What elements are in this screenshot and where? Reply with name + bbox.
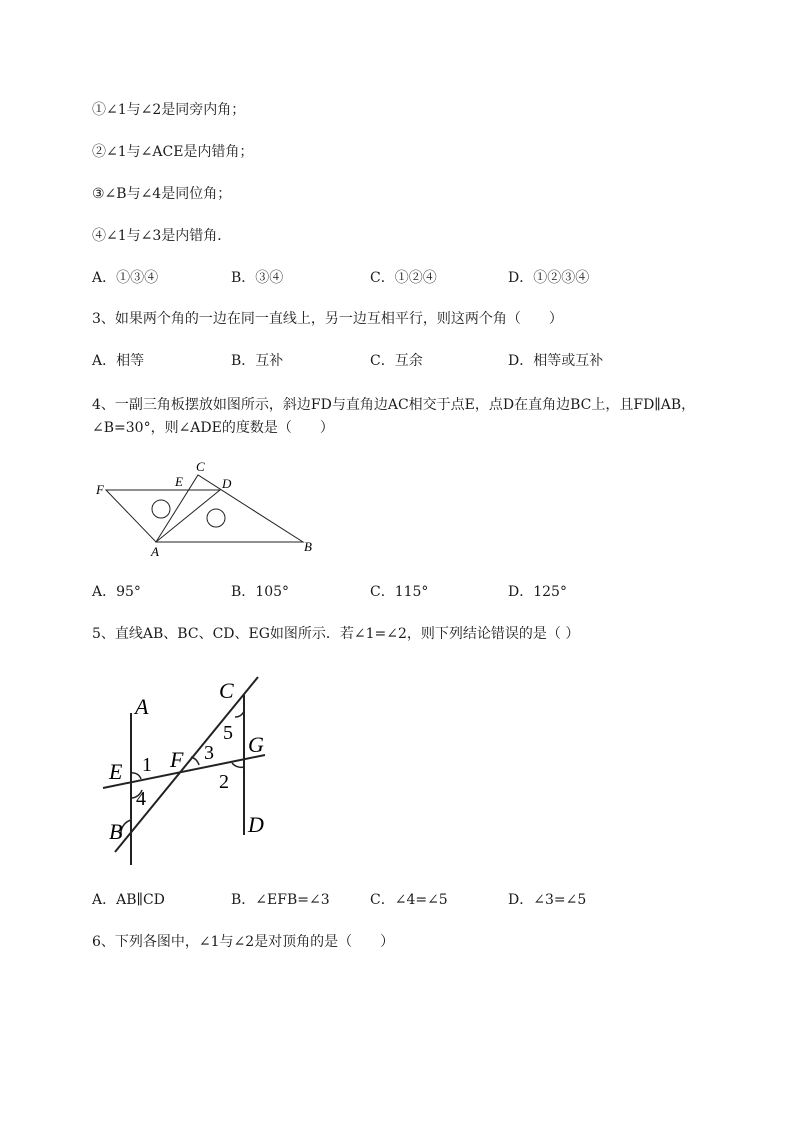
q5-label-2: 2 bbox=[219, 771, 229, 793]
q5-arc-5 bbox=[235, 711, 244, 717]
q5-arc-3 bbox=[191, 757, 199, 765]
q5-arc-2 bbox=[232, 763, 244, 767]
q4-label-a: A bbox=[151, 544, 159, 559]
q5-label-g: G bbox=[248, 732, 264, 757]
q5-arc-1 bbox=[131, 773, 141, 779]
q4-option-d[interactable]: D．125° bbox=[508, 584, 567, 600]
q4-set-square-45 bbox=[106, 490, 220, 542]
q5-label-c: C bbox=[219, 678, 234, 703]
q4-option-b[interactable]: B．105° bbox=[231, 584, 290, 600]
q5-label-f: F bbox=[170, 747, 184, 772]
q5-figure bbox=[95, 665, 295, 875]
q4-label-d: D bbox=[222, 476, 232, 491]
q5-label-3: 3 bbox=[204, 742, 214, 764]
q5-label-e: E bbox=[109, 759, 123, 784]
q2-statement-4: ④∠1与∠3是内错角． bbox=[92, 228, 232, 244]
q4-label-c: C bbox=[196, 459, 205, 474]
q5-label-b: B bbox=[109, 819, 123, 844]
q5-option-c[interactable]: C．∠4=∠5 bbox=[370, 892, 448, 908]
q4-stem-line2: ∠B=30°，则∠ADE的度数是（ ） bbox=[92, 420, 334, 436]
q5-option-b[interactable]: B．∠EFB=∠3 bbox=[231, 892, 330, 908]
q4-option-a[interactable]: A．95° bbox=[92, 584, 141, 600]
q2-option-a[interactable]: A．①③④ bbox=[92, 270, 159, 286]
q4-label-b: B bbox=[304, 539, 312, 554]
q4-stem-line1: 4、一副三角板摆放如图所示，斜边FD与直角边AC相交于点E，点D在直角边BC上，且FD∥AB， bbox=[92, 397, 696, 413]
q2-statement-1: ①∠1与∠2是同旁内角； bbox=[92, 102, 246, 118]
q4-figure bbox=[90, 455, 330, 565]
q2-option-b[interactable]: B．③④ bbox=[231, 270, 284, 286]
q3-option-b[interactable]: B．互补 bbox=[231, 353, 284, 369]
q3-option-d[interactable]: D．相等或互补 bbox=[508, 353, 604, 369]
q6-stem: 6、下列各图中，∠1与∠2是对顶角的是（ ） bbox=[92, 934, 395, 950]
q5-label-4: 4 bbox=[136, 788, 146, 810]
q2-option-d[interactable]: D．①②③④ bbox=[508, 270, 590, 286]
q5-label-a: A bbox=[135, 694, 149, 719]
q3-stem: 3、如果两个角的一边在同一直线上，另一边互相平行，则这两个角（ ） bbox=[92, 311, 563, 327]
q2-option-c[interactable]: C．①②④ bbox=[370, 270, 437, 286]
q4-circle-right bbox=[207, 509, 225, 527]
q2-statement-2: ②∠1与∠ACE是内错角； bbox=[92, 144, 254, 160]
q5-option-d[interactable]: D．∠3=∠5 bbox=[508, 892, 587, 908]
q5-label-d: D bbox=[248, 812, 264, 837]
q5-stem: 5、直线AB、BC、CD、EG如图所示．若∠1=∠2，则下列结论错误的是（ ） bbox=[92, 626, 580, 642]
q3-option-c[interactable]: C．互余 bbox=[370, 353, 423, 369]
q5-label-5: 5 bbox=[223, 722, 233, 744]
q4-label-e: E bbox=[175, 474, 183, 489]
q5-option-a[interactable]: A．AB∥CD bbox=[92, 892, 165, 908]
q4-option-c[interactable]: C．115° bbox=[370, 584, 429, 600]
q4-circle-left bbox=[152, 500, 170, 518]
q2-statement-3: ③∠B与∠4是同位角； bbox=[92, 186, 232, 202]
q4-label-f: F bbox=[96, 482, 104, 497]
q5-label-1: 1 bbox=[142, 754, 152, 776]
q3-option-a[interactable]: A．相等 bbox=[92, 353, 145, 369]
q5-line-eg bbox=[103, 755, 265, 788]
